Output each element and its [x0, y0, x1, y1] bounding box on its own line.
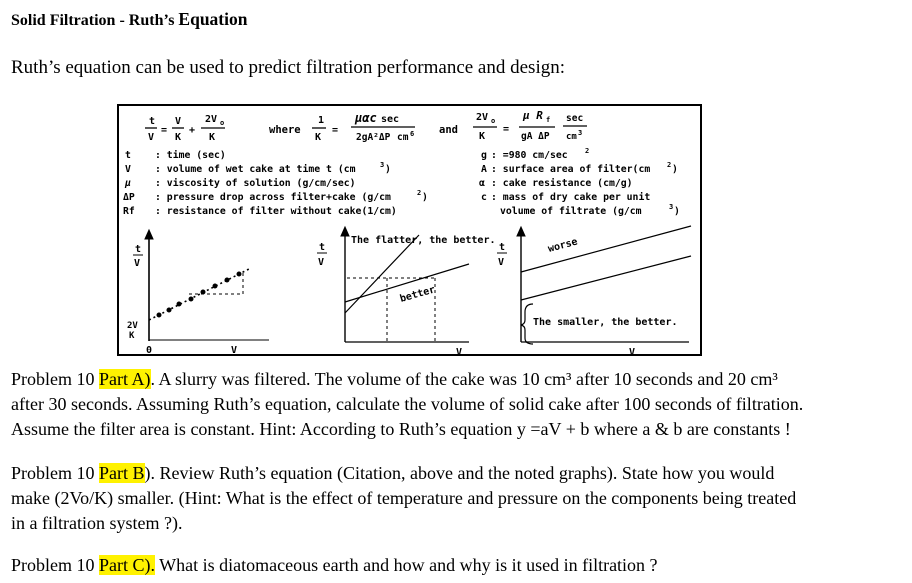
- symbol-c: c: [481, 192, 487, 203]
- svg-text:3: 3: [669, 203, 674, 211]
- symbol-c-def-2: volume of filtrate (g/cm: [500, 206, 642, 217]
- symbol-alpha-def: : cake resistance (cm/g): [491, 178, 633, 189]
- symbol-a-def: : surface area of filter(cm: [491, 164, 651, 175]
- symbol-t: t: [125, 150, 131, 161]
- svg-text:2V: 2V: [476, 112, 489, 123]
- svg-text:+: +: [189, 125, 196, 136]
- symbol-v-def: : volume of wet cake at time t (cm: [155, 164, 356, 175]
- symbol-a: A: [481, 164, 487, 175]
- graph-1: [127, 230, 269, 354]
- svg-text:): ): [385, 164, 391, 175]
- symbol-g: g: [481, 150, 487, 161]
- symbol-list-left: [123, 149, 428, 217]
- svg-text:3: 3: [578, 129, 583, 137]
- cm6-label: cm: [397, 132, 409, 143]
- heading-part1: Solid Filtration - Ruth’s: [11, 12, 179, 29]
- intro-text: Ruth’s equation can be used to predict filtration performance and design:: [11, 57, 565, 78]
- svg-text:=: =: [161, 125, 168, 136]
- svg-text:gA ΔP: gA ΔP: [521, 131, 550, 142]
- svg-text:6: 6: [410, 130, 415, 138]
- problem-b: [11, 461, 901, 536]
- svg-text:3: 3: [380, 161, 385, 169]
- symbol-alpha: α: [479, 178, 485, 189]
- problem-a-line2: after 30 seconds. Assuming Ruth’s equation, calculate the volume of solid cake after 100 seconds of filtration.: [11, 394, 804, 414]
- worse-label: worse: [546, 236, 579, 255]
- symbol-rf-def: : resistance of filter without cake(1/cm): [155, 206, 397, 217]
- svg-text:f: f: [546, 116, 551, 124]
- svg-text:K: K: [315, 132, 322, 143]
- graph-1-origin: 0: [146, 345, 153, 354]
- svg-text:V: V: [148, 132, 155, 143]
- document-heading: [11, 9, 247, 30]
- svg-text:2V: 2V: [205, 114, 218, 125]
- svg-text:V: V: [498, 257, 505, 268]
- svg-text:2: 2: [667, 161, 672, 169]
- problem-a: [11, 367, 901, 442]
- equation-k: [312, 111, 415, 143]
- problem-b-part: Part B: [99, 463, 145, 483]
- svg-text:t: t: [149, 116, 156, 127]
- problem-c-prefix: Problem 10: [11, 555, 99, 575]
- symbol-t-def: : time (sec): [155, 150, 226, 161]
- symbol-rf: Rf: [123, 206, 135, 217]
- symbol-dp: ΔP: [123, 192, 135, 203]
- svg-text:V: V: [134, 258, 141, 269]
- symbol-mu: µ: [125, 178, 131, 189]
- graph-3: [497, 226, 691, 354]
- svg-text:µαc: µαc: [355, 111, 377, 125]
- flatter-note: The flatter, the better.: [351, 235, 496, 246]
- svg-text:µ R: µ R: [523, 109, 543, 122]
- svg-text:): ): [422, 192, 428, 203]
- problem-c-part: Part C).: [99, 555, 155, 575]
- svg-text:t: t: [319, 242, 326, 253]
- equation-vo: [473, 109, 587, 142]
- symbol-list-right: [479, 147, 680, 217]
- heading-part2: Equation: [178, 9, 248, 29]
- figure-canvas: [119, 106, 700, 354]
- svg-text:2: 2: [417, 189, 422, 197]
- problem-b-line2: make (2Vo/K) smaller. (Hint: What is the effect of temperature and pressure on the components being treated: [11, 488, 797, 508]
- graph-2-x-label: V: [456, 347, 463, 354]
- svg-text:t: t: [135, 244, 142, 255]
- svg-text:): ): [674, 206, 680, 217]
- smaller-note: The smaller, the better.: [533, 317, 678, 328]
- problem-b-prefix: Problem 10: [11, 463, 99, 483]
- svg-text:1: 1: [318, 115, 325, 126]
- symbol-g-def: : =980 cm/sec: [491, 150, 568, 161]
- problem-a-prefix: Problem 10: [11, 369, 99, 389]
- svg-text:t: t: [499, 242, 506, 253]
- better-label: better: [398, 284, 437, 305]
- cm3-label: cm: [566, 132, 577, 142]
- symbol-c-def: : mass of dry cake per unit: [491, 192, 651, 203]
- problem-a-part: Part A): [99, 369, 151, 389]
- problem-c: [11, 553, 901, 578]
- svg-text:o: o: [220, 119, 225, 127]
- graph-2: [317, 227, 496, 354]
- svg-text:o: o: [491, 117, 496, 125]
- problem-b-line1: ). Review Ruth’s equation (Citation, above and the noted graphs). State how you would: [144, 463, 775, 483]
- graph-1-x-label: V: [231, 345, 238, 354]
- svg-text:V: V: [175, 116, 182, 127]
- svg-text:=: =: [332, 125, 339, 136]
- where-label: where: [269, 124, 301, 136]
- sec-label-2: sec: [566, 113, 584, 124]
- and-label: and: [439, 124, 458, 136]
- symbol-dp-def: : pressure drop across filter+cake (g/cm: [155, 192, 391, 203]
- svg-text:K: K: [209, 132, 216, 143]
- equation-main: [145, 114, 225, 143]
- problem-a-line3: Assume the filter area is constant. Hint: According to Ruth’s equation y =aV + b where a & b are constants !: [11, 419, 791, 439]
- svg-text:K: K: [129, 331, 135, 341]
- symbol-v: V: [125, 164, 131, 175]
- svg-text:V: V: [318, 257, 325, 268]
- graph-3-x-label: V: [629, 347, 636, 354]
- svg-text:K: K: [479, 131, 486, 142]
- svg-text:=: =: [503, 124, 510, 135]
- problem-b-line3: in a filtration system ?).: [11, 513, 183, 533]
- symbol-mu-def: : viscosity of solution (g/cm/sec): [155, 178, 356, 189]
- ruth-equation-figure: [117, 104, 702, 356]
- svg-text:2: 2: [585, 147, 590, 155]
- svg-text:2V: 2V: [127, 321, 138, 331]
- sec-label-1: sec: [381, 114, 400, 125]
- problem-a-line1: . A slurry was filtered. The volume of the cake was 10 cm³ after 10 seconds and 20 cm³: [150, 369, 778, 389]
- svg-text:): ): [672, 164, 678, 175]
- svg-text:2gA²ΔP: 2gA²ΔP: [356, 132, 391, 143]
- svg-text:K: K: [175, 132, 182, 143]
- problem-c-text: What is diatomaceous earth and how and why is it used in filtration ?: [155, 555, 658, 575]
